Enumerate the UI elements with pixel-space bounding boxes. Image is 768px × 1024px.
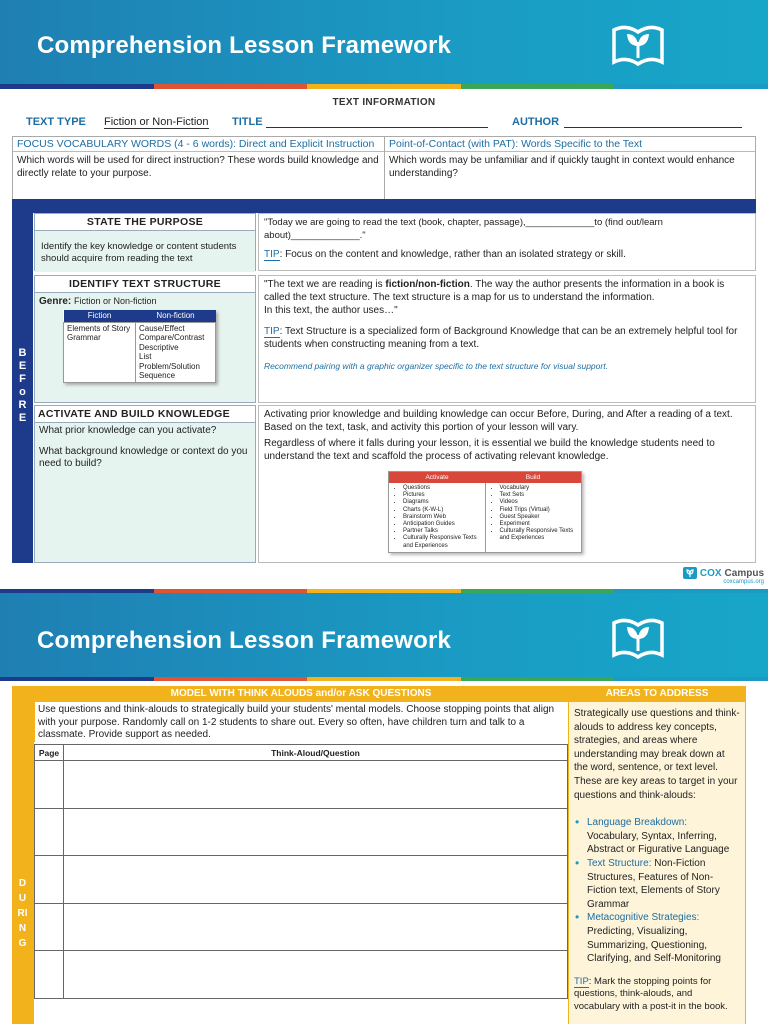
structure-table [63,310,216,383]
think-aloud-cell[interactable] [64,808,568,856]
genre-line [35,293,255,310]
areas-intro: Strategically use questions and think-alouds to address key concepts, strategies, and areas where understanding may break down at the word, sentence, or text level. These are key areas to target in your questions and think-alouds: [574,708,740,801]
text-info-row [12,115,756,133]
nonfiction-items: Cause/Effect Compare/Contrast Descriptive List Problem/Solution Sequence [136,322,216,382]
page-cell[interactable] [35,808,64,856]
text-structure-section [34,275,256,403]
list-item: • Text Structure: Non-Fiction Structures, Features of Non-Fiction text, Elements of Story Grammar [574,857,740,911]
table-row [35,856,568,904]
page1-header [0,0,768,84]
list-item: • Metacognitive Strategies: Predicting, Visualizing, Summarizing, Questioning, Clarifying, and Self-Monitoring [574,911,740,965]
page-cell[interactable] [35,951,64,999]
page2-header [0,593,768,677]
model-heading: MODEL WITH THINK ALOUDS and/or ASK QUESTIONS [34,686,568,702]
table-row [35,903,568,951]
brand-name1: COX [699,567,722,579]
cox-campus-brand [683,567,764,585]
focus-vocab-cell [13,137,385,199]
activate-p2: Regardless of where it falls during your lesson, it is essential we build the knowledge students need to understand the text and scaffold the process of activating relevant knowledge. [264,438,715,462]
before-sidebar [12,213,33,563]
page-cell[interactable] [35,856,64,904]
table-row [35,951,568,999]
cox-logo-icon [683,567,697,579]
title-field[interactable] [266,115,488,128]
fiction-header: Fiction [64,310,136,322]
text-structure-title: IDENTIFY TEXT STRUCTURE [35,276,255,293]
pat-heading: Point-of-Contact (with PAT): Words Specific to the Text [385,137,755,152]
vocabulary-grid [12,136,756,200]
think-aloud-cell[interactable] [64,903,568,951]
focus-vocab-heading: FOCUS VOCABULARY WORDS (4 - 6 words): Direct and Explicit Instruction [13,137,384,152]
text-type-label: TEXT TYPE [26,116,86,128]
book-sprout-logo-icon [612,615,664,659]
purpose-statement: "Today we are going to read the text (book, chapter, passage),_____________to (find out/learn about)_____________." [264,217,663,241]
build-header: Build [525,474,541,481]
before-label: BEFoRE [18,347,27,424]
structure-line2: In this text, the author uses…" [264,305,398,316]
focus-vocab-body: Which words will be used for direct instruction? These words build knowledge and directly relate to your purpose. [17,155,379,179]
activate-build-table [388,471,582,553]
author-label: AUTHOR [512,116,560,128]
page1-body [0,89,768,589]
page-cell[interactable] [35,761,64,809]
areas-tip: TIP: Mark the stopping points for questions, think-alouds, and vocabulary with a post-it in the book. [574,975,728,1012]
think-aloud-cell[interactable] [64,761,568,809]
state-purpose-section [34,213,256,271]
fiction-items: Elements of Story Grammar [64,322,136,382]
during-sidebar [12,686,34,1024]
text-type-value: Fiction or Non-Fiction [104,116,209,128]
pat-body: Which words may be unfamiliar and if quickly taught in context would enhance understanding? [389,155,735,179]
before-band [12,199,756,213]
page2-title: Comprehension Lesson Framework [37,627,452,654]
genre-value: Fiction or Non-fiction [74,296,157,306]
recommend-note: Recommend pairing with a graphic organizer specific to the text structure for visual support. [264,361,608,371]
during-label: DURING [17,878,28,949]
activate-header: Activate [425,474,449,481]
brand-name2: Campus [724,567,764,579]
think-aloud-cell[interactable] [64,951,568,999]
pat-cell [385,137,755,199]
activate-title: ACTIVATE AND BUILD KNOWLEDGE [35,406,255,423]
page2-body [0,681,768,1024]
table-row [35,808,568,856]
activate-q2: What background knowledge or context do you need to build? [39,445,248,469]
nonfiction-header: Non-fiction [136,310,216,322]
author-field[interactable] [564,115,742,128]
activate-q1: What prior knowledge can you activate? [39,425,217,436]
think-aloud-column-header: Think-Aloud/Question [64,745,568,761]
think-aloud-cell[interactable] [64,856,568,904]
book-sprout-logo-icon [612,22,664,66]
structure-statement: "The text we are reading is fiction/non-fiction. The way the author presents the information in a book is called the text structure. The text structure is a map for us to understand the information. [264,279,725,303]
areas-to-address [568,702,746,1024]
brand-url[interactable]: coxcampus.org [723,579,764,585]
structure-tip: TIP: Text Structure is a specialized form of Background Knowledge that can be an extremely helpful tool for students when constructing meaning from a text. [264,326,738,350]
tip-label: TIP [264,249,280,260]
state-purpose-script [258,213,756,271]
list-item: • Language Breakdown: Vocabulary, Syntax, Inferring, Abstract or Figurative Language [574,816,740,857]
page-column-header: Page [35,745,64,761]
state-purpose-title: STATE THE PURPOSE [35,214,255,231]
activate-p1: Activating prior knowledge and building knowledge can occur Before, During, and After a reading of a text. Based on the text, task, and activity this portion of your lesson will vary. [264,409,733,433]
purpose-tip [264,248,750,261]
state-purpose-body: Identify the key knowledge or content students should acquire from reading the text [35,231,255,272]
model-instructions: Use questions and think-alouds to strategically build your students' mental models. Choose stopping points that align with your purpose. Randomly call on 1-2 students to share out. Every so often, have children turn and talk to a classmate. Provide support as needed. [34,702,568,742]
text-information-heading: TEXT INFORMATION [332,97,436,108]
genre-label: Genre: [39,296,72,307]
page1-title: Comprehension Lesson Framework [37,32,452,59]
title-label: TITLE [232,116,263,128]
activate-list: • Questions • Pictures • Diagrams • Charts (K-W-L) • Brainstorm Web • Anticipation Guides • Partner Talks • Culturally Responsive Texts and Experiences [389,483,485,552]
tip-text: : Focus on the content and knowledge, rather than an isolated strategy or skill. [279,249,626,260]
areas-heading: AREAS TO ADDRESS [568,686,746,702]
build-list: • Vocabulary • Text Sets • Videos • Field Trips (Virtual) • Guest Speaker • Experiment • Culturally Responsive Texts and Experiences [485,483,582,552]
think-aloud-table [34,744,568,999]
activate-section [34,405,256,563]
text-structure-script [258,275,756,403]
page-cell[interactable] [35,903,64,951]
areas-list [574,816,740,966]
table-row [35,761,568,809]
